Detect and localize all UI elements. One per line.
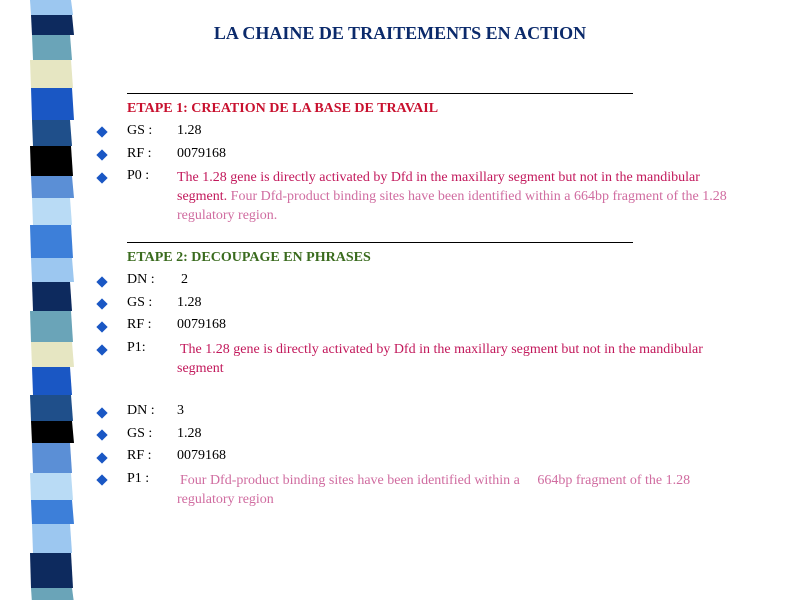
gs-label: GS : <box>127 426 153 441</box>
stripe-block <box>32 282 72 311</box>
bullet-icon <box>96 452 107 463</box>
stripe-block <box>30 0 73 15</box>
page-title: LA CHAINE DE TRAITEMENTS EN ACTION <box>213 23 587 43</box>
stripe-block <box>32 443 72 473</box>
stripe-block <box>32 367 72 395</box>
gs-label: GS : <box>127 123 153 138</box>
dn-value: 2 <box>181 272 188 287</box>
stripe-block <box>32 120 72 146</box>
rf-label: RF : <box>127 146 152 161</box>
stripe-block <box>31 88 74 120</box>
stripe-block <box>31 176 74 198</box>
p1-label: P1: <box>127 340 146 355</box>
gs-value: 1.28 <box>177 295 202 310</box>
stripe-block <box>30 146 73 176</box>
dn-value: 3 <box>177 403 184 418</box>
stripe-block <box>32 524 72 553</box>
rf-value: 0079168 <box>177 448 226 463</box>
stripe-block <box>30 395 73 421</box>
step1-heading: ETAPE 1: CREATION DE LA BASE DE TRAVAIL <box>127 101 439 116</box>
stripe-block <box>30 311 73 342</box>
p0-text-primary: The 1.28 gene is directly activated by Dfd in the maxillary segment but not in the mandibular segment. <box>177 170 700 204</box>
p1-text: Four Dfd-product binding sites have been identified within a 664bp fragment of the 1.28 regulatory region <box>177 473 694 507</box>
p1-text: The 1.28 gene is directly activated by Dfd in the maxillary segment but not in the mandibular segment <box>177 342 703 376</box>
rf-label: RF : <box>127 317 152 332</box>
stripe-block <box>31 342 74 367</box>
bullet-icon <box>96 172 107 183</box>
stripe-block <box>31 421 74 443</box>
stripe-block <box>31 258 74 282</box>
divider-line <box>127 242 633 243</box>
rf-label: RF : <box>127 448 152 463</box>
dn-label: DN : <box>127 272 155 287</box>
stripe-block <box>30 553 73 588</box>
gs-value: 1.28 <box>177 426 202 441</box>
p0-text-secondary: Four Dfd-product binding sites have been identified within a 664bp fragment of the 1.28 regulatory region. <box>177 189 727 223</box>
stripe-block <box>30 473 73 500</box>
bullet-icon <box>96 321 107 332</box>
stripe-block <box>31 588 74 600</box>
bullet-icon <box>96 149 107 160</box>
gs-label: GS : <box>127 295 153 310</box>
p0-text <box>177 168 732 225</box>
bullet-icon <box>96 276 107 287</box>
bullet-icon <box>96 407 107 418</box>
step2-heading: ETAPE 2: DECOUPAGE EN PHRASES <box>127 250 371 265</box>
stripe-block <box>32 198 72 225</box>
bullet-icon <box>96 429 107 440</box>
decorative-left-stripe <box>0 0 80 600</box>
stripe-block <box>31 500 74 524</box>
bullet-icon <box>96 298 107 309</box>
dn-label: DN : <box>127 403 155 418</box>
bullet-icon <box>96 474 107 485</box>
bullet-icon <box>96 126 107 137</box>
p0-label: P0 : <box>127 168 150 183</box>
gs-value: 1.28 <box>177 123 202 138</box>
rf-value: 0079168 <box>177 317 226 332</box>
bullet-icon <box>96 344 107 355</box>
stripe-block <box>30 225 73 258</box>
stripe-block <box>30 60 73 88</box>
rf-value: 0079168 <box>177 146 226 161</box>
divider-line <box>127 93 633 94</box>
p1-label: P1 : <box>127 471 150 486</box>
